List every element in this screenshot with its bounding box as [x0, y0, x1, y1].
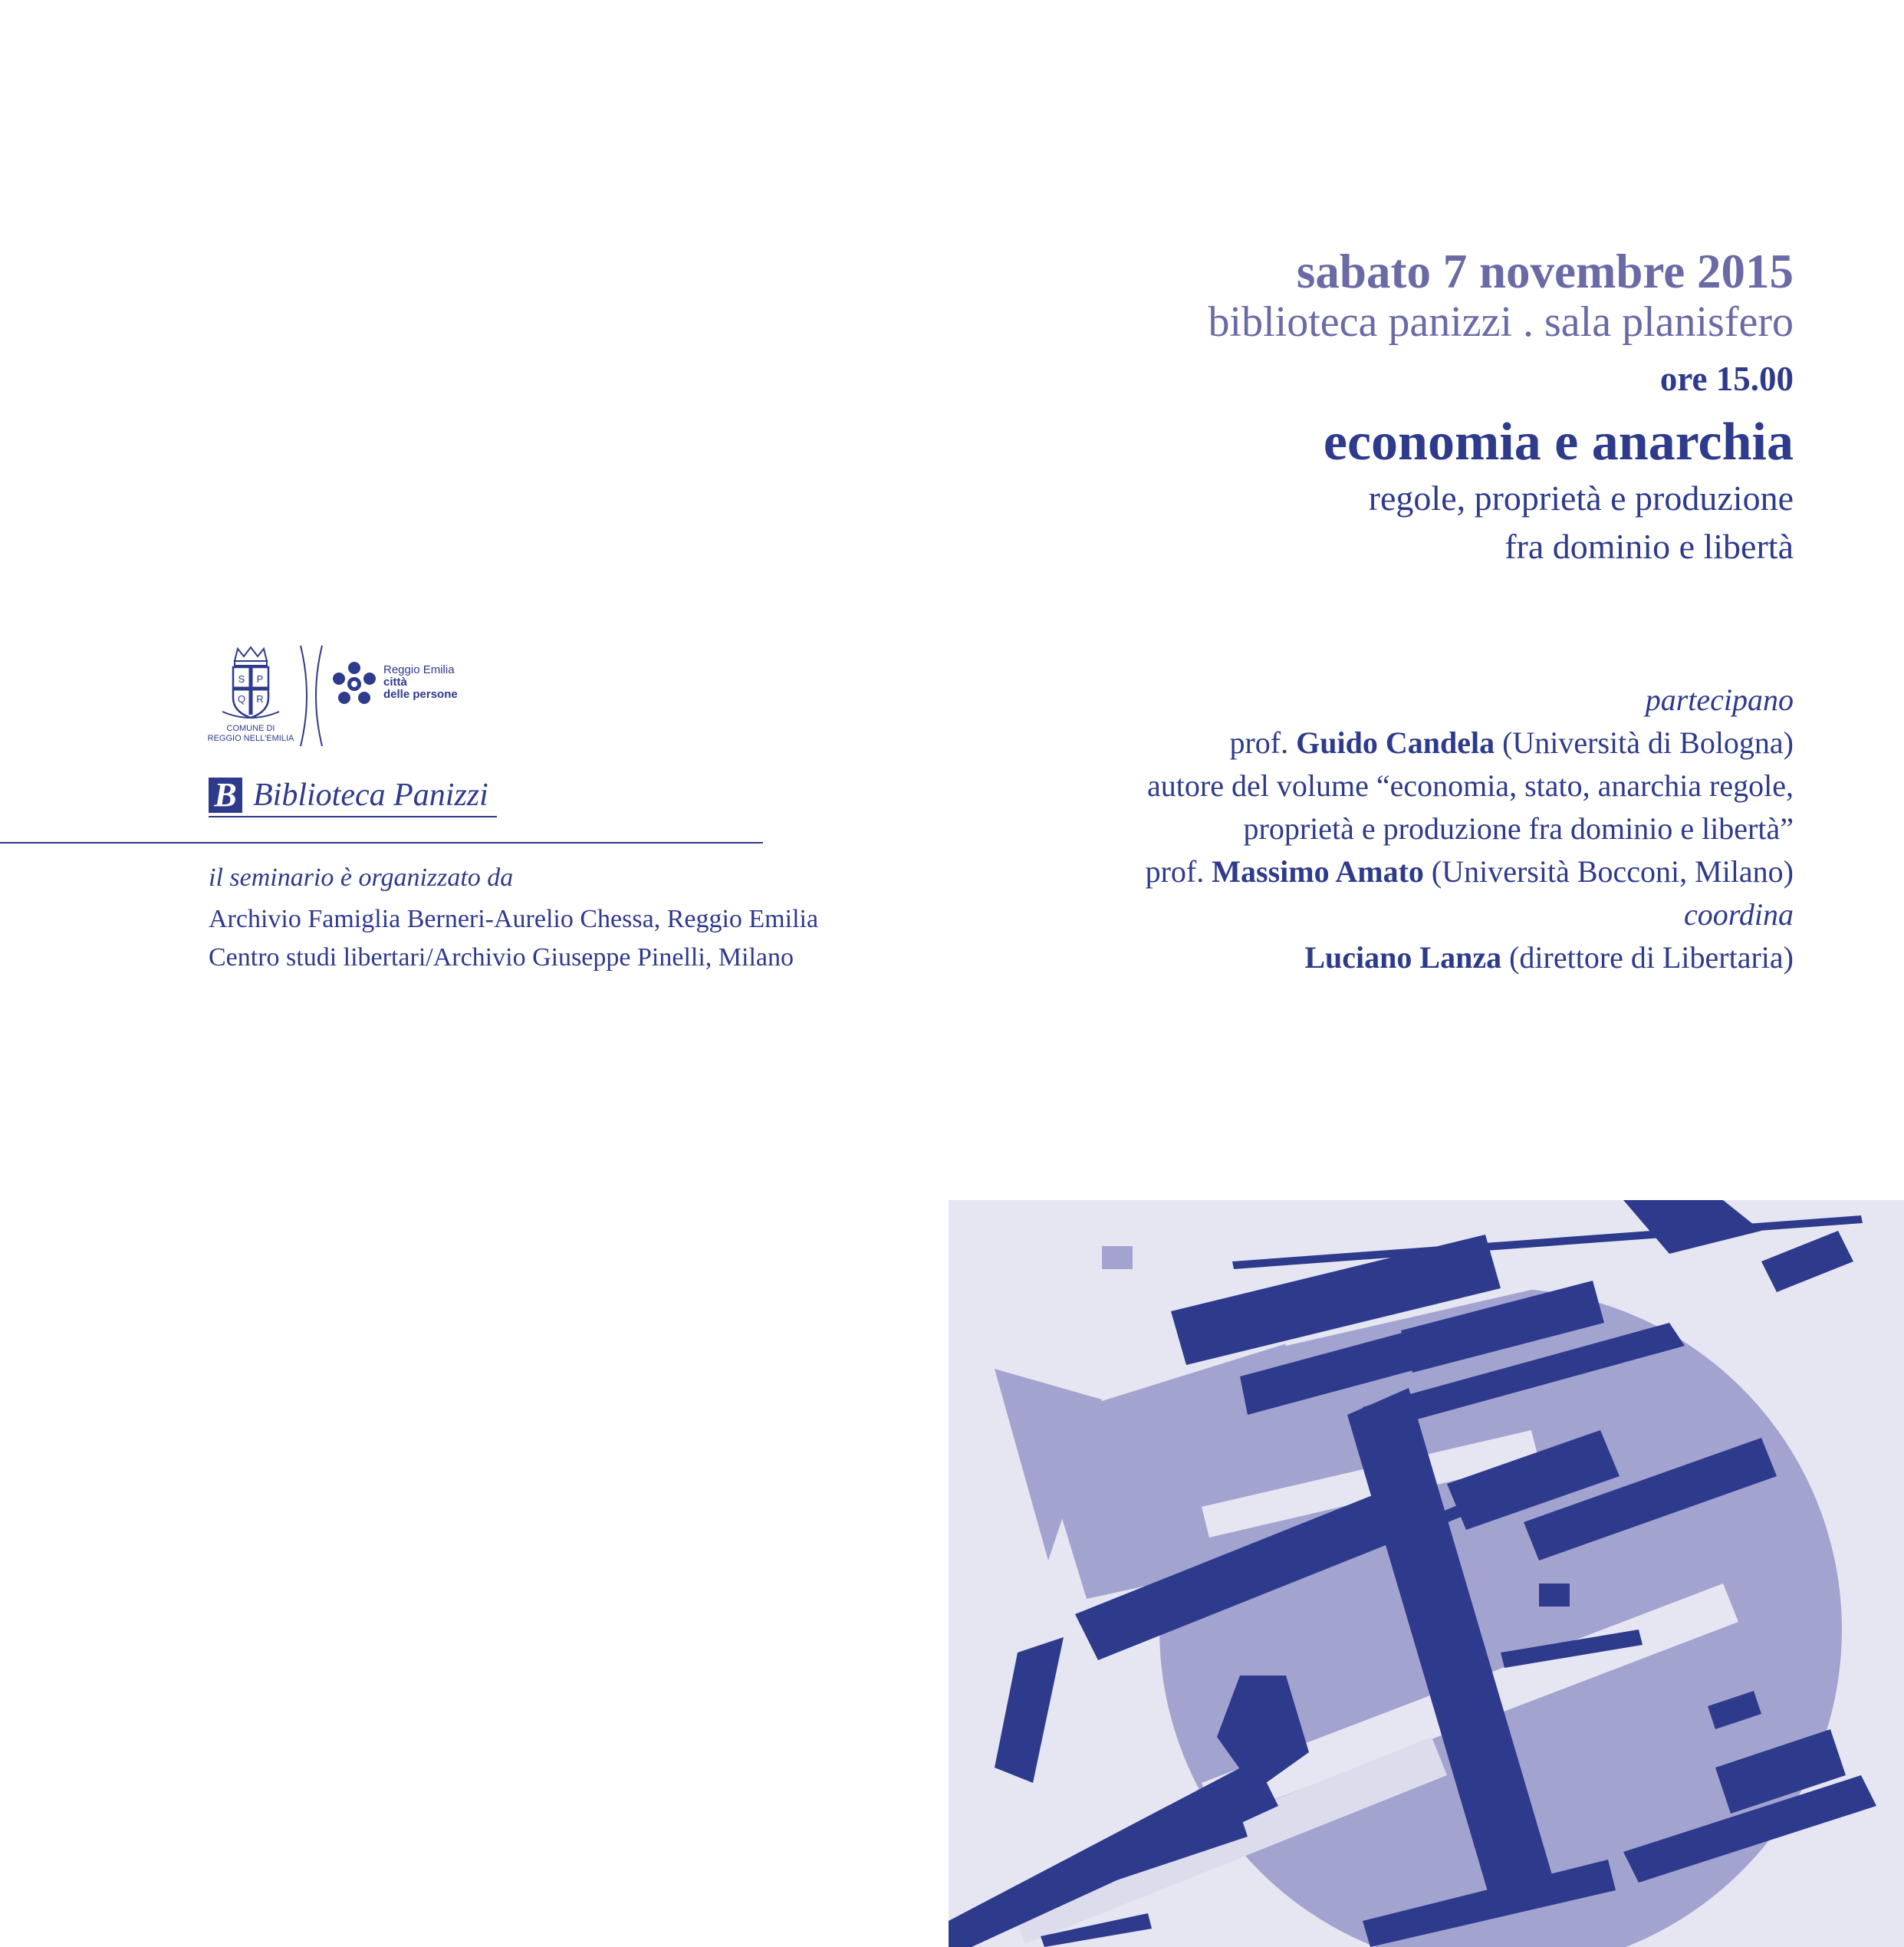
reggio-line1: Reggio Emilia: [383, 663, 455, 676]
organizer-2: Centro studi libertari/Archivio Giuseppe Pinelli, Milano: [209, 943, 794, 972]
participants-heading: partecipano: [1645, 682, 1794, 717]
biblioteca-panizzi-logo: [209, 775, 500, 821]
speaker-1-affiliation: (Università di Bologna): [1502, 725, 1794, 760]
shield-letter-s: S: [238, 673, 245, 685]
speaker-2-name: Massimo Amato: [1212, 854, 1424, 889]
comune-label-line2: REGGIO NELL'EMILIA: [207, 734, 294, 743]
speaker-1-prefix: prof.: [1229, 725, 1289, 760]
comune-logo: [206, 644, 296, 748]
organizer-1: Archivio Famiglia Berneri-Aurelio Chessa, Reggio Emilia: [209, 905, 819, 933]
book-line-1: autore del volume “economia, stato, anarchia regole,: [1147, 768, 1794, 803]
shield-letter-p: P: [256, 673, 264, 685]
comune-label-line1: COMUNE DI: [226, 724, 275, 733]
participants-block: [797, 679, 1794, 979]
speaker-2: [797, 850, 1794, 893]
event-venue: biblioteca panizzi . sala planisfero: [1208, 298, 1794, 346]
event-subtitle-line1: regole, proprietà e produzione: [1368, 479, 1794, 518]
biblioteca-mark-icon: B: [209, 778, 242, 813]
reggio-line3: delle persone: [383, 688, 458, 701]
organizers-intro: il seminario è organizzato da: [209, 863, 514, 892]
flower-icon: [328, 658, 380, 710]
speaker-1-name: Guido Candela: [1296, 725, 1495, 760]
logo-divider-icon: [296, 644, 327, 748]
speaker-2-prefix: prof.: [1145, 854, 1205, 889]
horizontal-divider: [0, 842, 763, 844]
speaker-1: [797, 722, 1794, 765]
suprematist-artwork: [949, 1200, 1904, 1947]
biblioteca-underline: [209, 816, 497, 817]
book-line-2: proprietà e produzione fra dominio e libertà”: [1243, 811, 1794, 846]
moderator-affiliation: (direttore di Libertaria): [1509, 940, 1794, 975]
reggio-emilia-text: [383, 664, 458, 701]
moderator-name: Luciano Lanza: [1304, 940, 1502, 975]
event-time: ore 15.00: [1659, 360, 1794, 398]
shield-letter-q: Q: [237, 693, 246, 705]
shield-letter-r: R: [256, 693, 264, 705]
event-title: economia e anarchia: [1323, 413, 1794, 472]
speaker-2-affiliation: (Università Bocconi, Milano): [1431, 854, 1794, 889]
institution-logos: [206, 644, 482, 748]
artwork-image: [949, 1200, 1904, 1947]
organizers-block: [209, 859, 899, 977]
biblioteca-name: Biblioteca Panizzi: [253, 778, 488, 813]
moderator-heading: coordina: [1684, 897, 1794, 932]
reggio-line2: città: [383, 676, 407, 689]
event-subtitle-line2: fra dominio e libertà: [1504, 527, 1794, 566]
coat-of-arms-icon: [206, 644, 296, 724]
comune-label: [206, 724, 296, 744]
reggio-emilia-logo: [328, 658, 482, 719]
moderator: [797, 936, 1794, 979]
event-block: [873, 244, 1794, 571]
event-date: sabato 7 novembre 2015: [1296, 245, 1794, 298]
